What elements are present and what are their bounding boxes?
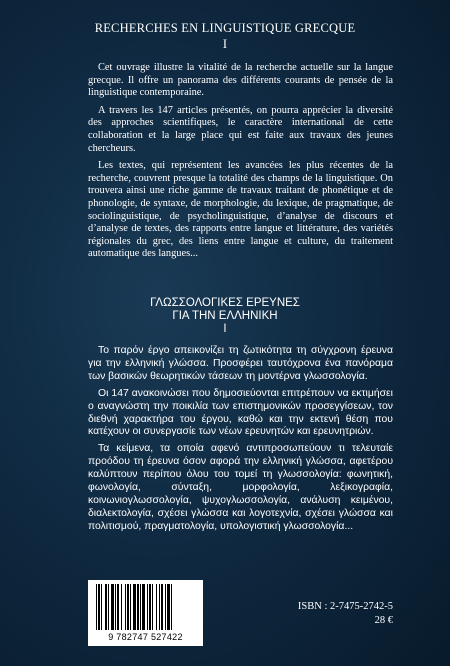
barcode-bar bbox=[152, 584, 153, 630]
isbn-block bbox=[298, 600, 393, 628]
barcode-bar bbox=[147, 584, 148, 630]
greek-title bbox=[0, 297, 450, 336]
barcode-bar bbox=[125, 584, 126, 630]
barcode-bar bbox=[142, 584, 145, 630]
barcode-bar bbox=[115, 584, 116, 630]
greek-description bbox=[88, 345, 393, 538]
barcode-bar bbox=[117, 584, 119, 630]
barcode-bar bbox=[111, 584, 114, 630]
barcode-digits: 9 782747 527422 bbox=[108, 632, 183, 642]
isbn-number: ISBN : 2-7475-2742-5 bbox=[297, 601, 393, 612]
barcode-bar bbox=[156, 584, 157, 630]
french-title-line1: RECHERCHES EN LINGUISTIQUE GRECQUE bbox=[94, 21, 356, 35]
french-description bbox=[88, 62, 393, 266]
barcode-bar bbox=[140, 584, 141, 630]
barcode-bar bbox=[101, 584, 102, 630]
barcode-bar bbox=[98, 584, 100, 630]
greek-paragraph: Τα κείμενα, τα οποία αφενό αντιπροσωπεύουν τι τελευταίε προόδου τη έρευνα όσον αφορά την ελληνική γλώσσα, αφετέρου καλύπτουν περίπου όλου του τομεί τη γλωσσολογία: φωνητική, φωνολογία, σύνταξη, μορφολογία, λεξικογραφία, κοινωνιογλωσσολογία, ψυχογλωσσολογία, ανάλυση κειμένου, διαλεκτολογία, σχέσει γλώσσα και λογοτεχνία, σχέσει γλώσσα και πολιτισμού, πραγματολογία, υπολογιστική γλωσσολογία... bbox=[88, 443, 393, 532]
barcode bbox=[88, 580, 203, 646]
barcode-bar bbox=[171, 584, 172, 630]
french-title bbox=[0, 20, 450, 52]
barcode-bar bbox=[108, 584, 109, 630]
greek-title-line2: ΓΙΑ ΤΗΝ ΕΛΛΗΝΙΚΗ bbox=[172, 310, 278, 322]
barcode-bar bbox=[137, 584, 139, 630]
greek-paragraph: Το παρόν έργο απεικονίζει τη ζωτικότητα τη σύγχρονη έρευνα για την ελληνική γλώσσα. Προσφέρει ταυτόχρονα ένα πανόραμα των βασικών θεωρητικών τάσεων τη μοντέρνα γλωσσολογία. bbox=[88, 345, 393, 382]
price: 28 € bbox=[374, 615, 393, 626]
barcode-bar bbox=[159, 584, 160, 630]
barcode-bars bbox=[94, 584, 197, 632]
greek-paragraph: Οι 147 ανακοινώσει που δημοσιεύονται επιτρέπουν να εκτιμήσει ο αναγνώστη την ποικιλία των επιστημονικών προσεγγίσεων, τον διεθνή χαρακτήρα του έργου, καθώ και την εκτενή θέση που κατέχουν οι συνεργασίε των νέων ερευνητών και ερευνητριών. bbox=[88, 387, 393, 438]
barcode-bar bbox=[165, 584, 166, 630]
french-paragraph: Cet ouvrage illustre la vitalité de la recherche actuelle sur la langue grecque. Il offre un panorama des différents courants de pensée de la linguistique contemporaine. bbox=[88, 62, 393, 99]
greek-title-line1: ΓΛΩΣΣΟΛΟΓΙΚΕΣ ΕΡΕΥΝΕΣ bbox=[150, 297, 300, 309]
greek-title-volume: I bbox=[223, 323, 227, 335]
french-title-volume: I bbox=[222, 37, 228, 51]
barcode-bar bbox=[121, 584, 122, 630]
barcode-bar bbox=[105, 584, 107, 630]
french-paragraph: Les textes, qui représentent les avancées les plus récentes de la recherche, couvrent presque la totalité des champs de la linguistique. On trouvera ainsi une riche gamme de travaux traitant de phonétique et de phonologie, de syntaxe, de morphologie, du lexique, de pragmatique, de sociolinguistique, de psycholinguistique, d’analyse de discours et d’analyse de textes, des rapports entre langue et littérature, des variétés régionales du grec, des liens entre langue et culture, du traitement automatique des langues... bbox=[88, 160, 393, 260]
barcode-bar bbox=[149, 584, 151, 630]
french-paragraph: A travers les 147 articles présentés, on pourra apprécier la diversité des approches scientifiques, le caractère international de cette collaboration et la large place qui est faite aux travaux des jeunes chercheurs. bbox=[88, 104, 393, 154]
barcode-bar bbox=[133, 584, 136, 630]
barcode-bar bbox=[96, 584, 97, 630]
barcode-bar bbox=[161, 584, 163, 630]
barcode-bar bbox=[127, 584, 129, 630]
barcode-bar bbox=[130, 584, 131, 630]
barcode-bar bbox=[167, 584, 170, 630]
